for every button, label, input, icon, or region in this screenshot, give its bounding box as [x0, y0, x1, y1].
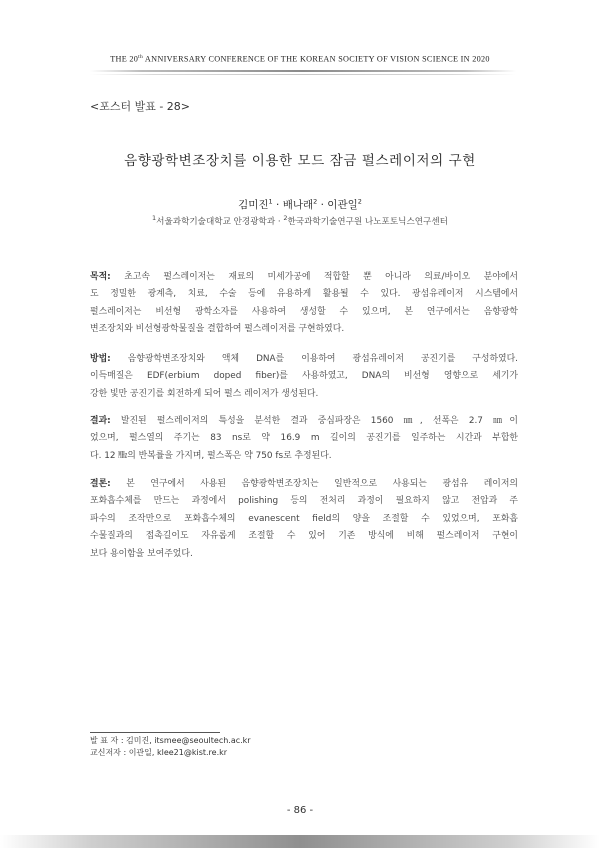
footnote-corresponding: 교신저자 : 이관일, klee21@kist.re.kr [90, 748, 228, 757]
section-label: 결과: [90, 416, 111, 426]
paragraph-line: 도 정밀한 광계측, 치료, 수술 등에 유용하게 활용될 수 있다. 광섬유레이저 시스템에서 [90, 289, 518, 300]
paragraph-line: 포화흡수체를 만드는 과정에서 polishing 등의 전처리 과정이 필요하지 않고 전압과 주 [90, 496, 518, 507]
section-label: 목적: [90, 272, 111, 282]
author-name: 배나래 [282, 199, 314, 211]
paragraph-line: 결과: 발진된 펄스레이저의 특성을 분석한 결과 중심파장은 1560 ㎚, 선폭은 2.7 ㎚이 [90, 416, 518, 426]
footnote-presenter: 발 표 자 : 김미진, itsmee@seoultech.ac.kr [90, 736, 251, 745]
section-label: 결론: [90, 479, 111, 489]
paper-title: 음향광학변조장치를 이용한 모드 잠금 펄스레이저의 구현 [124, 153, 476, 169]
paragraph-line: 이득매질은 EDF(erbium doped fiber)를 사용하였고, DNA의 비선형 영향으로 세기가 [90, 371, 518, 382]
header-rule-secondary [90, 74, 516, 75]
section-conclusion [90, 476, 518, 563]
paragraph-line: 수물질과의 접촉길이도 자유롭게 조절할 수 있어 기존 방식에 비해 펄스레이저 구현이 [90, 531, 518, 542]
author-name: 이관일 [327, 199, 358, 211]
paragraph-line: 보다 용이함을 보여주었다. [90, 548, 193, 559]
paragraph-line: 결론: 본 연구에서 사용된 음향광학변조장치는 일반적으로 사용되는 광섬유 레이저의 [90, 479, 518, 489]
authors: 김미진$^1$ · 배나래$^2$ · 이관일$^2$ [238, 197, 362, 211]
paragraph-line: 목적: 초고속 펄스레이저는 재료의 미세가공에 적합할 뿐 아니라 의료/바이오 분야에서 [90, 272, 518, 282]
paragraph-line: 펄스레이저는 비선형 광학소자를 사용하여 생성할 수 있으며, 본 연구에서는 음향광학 [90, 306, 518, 317]
footnote-divider [90, 732, 220, 733]
paragraph-line: 방법: 음향광학변조장치와 액체 DNA를 이용하여 광섬유레이저 공진기를 구성하였다. [90, 354, 518, 364]
section-purpose [90, 269, 518, 339]
poster-label: <포스터 발표 - 28> [90, 100, 191, 113]
section-method [90, 351, 518, 403]
header-rule [90, 70, 516, 72]
paragraph-line: 파수의 조작만으로 포화흡수체의 evanescent field의 양을 조절할 수 있었으며, 포화흡 [90, 513, 518, 524]
paragraph-line: 강한 빛만 공진기를 회전하게 되어 펄스 레이저가 생성된다. [90, 388, 319, 399]
bottom-bar [0, 835, 600, 848]
author-name: 김미진 [238, 199, 269, 211]
page-number: - 86 - [286, 805, 314, 816]
paragraph-line: 었으며, 펄스열의 주기는 83 ns로 약 16.9 m 길이의 공진기를 일주하는 시간과 부합한 [90, 433, 518, 444]
affiliations: $^1$서울과학기술대학교 안경광학과 · $^2$한국과학기술연구원 나노포토닉스연구센터 [152, 214, 448, 227]
paragraph-line: 다. 12 ㎒의 반복률을 가지며, 펄스폭은 약 750 fs로 추정된다. [90, 450, 332, 461]
section-label: 방법: [90, 354, 111, 364]
conference-header: THE 20th ANNIVERSARY CONFERENCE OF THE KOREAN SOCIETY OF VISION SCIENCE IN 2020 [110, 54, 490, 64]
paragraph-line: 변조장치와 비선형광학물질을 결합하여 펄스레이저를 구현하였다. [90, 324, 345, 335]
section-result [90, 413, 518, 465]
